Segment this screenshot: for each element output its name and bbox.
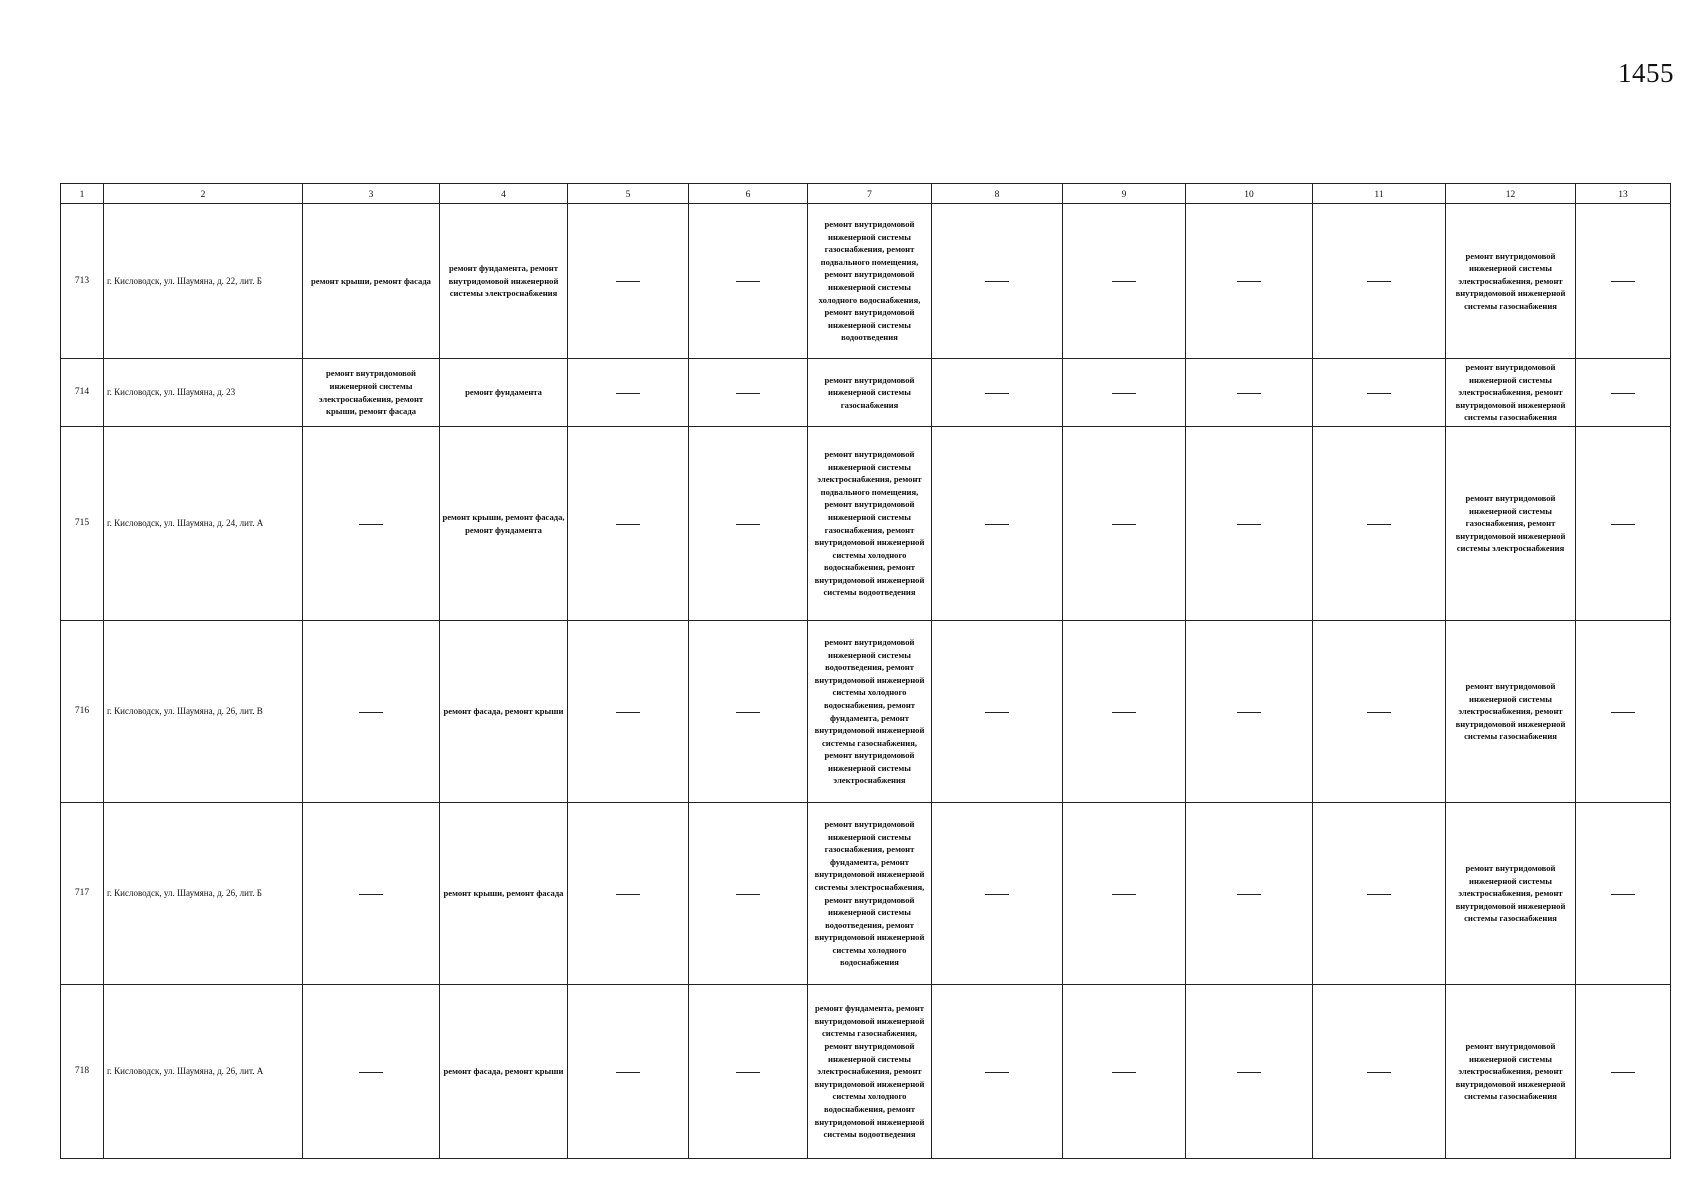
empty-cell-dash	[1237, 712, 1261, 713]
empty-cell-dash	[1367, 712, 1391, 713]
row-col6	[689, 359, 808, 427]
row-address: г. Кисловодск, ул. Шаумяна, д. 22, лит. Б	[104, 204, 303, 359]
row-number: 717	[61, 803, 104, 985]
row-col11	[1313, 803, 1446, 985]
row-col10	[1186, 427, 1313, 621]
row-col5	[568, 359, 689, 427]
empty-cell-dash	[736, 1072, 760, 1073]
row-number: 718	[61, 985, 104, 1159]
row-col10	[1186, 803, 1313, 985]
empty-cell-dash	[1367, 281, 1391, 282]
row-address: г. Кисловодск, ул. Шаумяна, д. 26, лит. В	[104, 621, 303, 803]
row-col8	[932, 621, 1063, 803]
table-row	[61, 803, 1671, 985]
row-col5	[568, 427, 689, 621]
empty-cell-dash	[1237, 524, 1261, 525]
table-row	[61, 204, 1671, 359]
row-col3	[303, 621, 440, 803]
row-number: 715	[61, 427, 104, 621]
row-address: г. Кисловодск, ул. Шаумяна, д. 23	[104, 359, 303, 427]
row-address: г. Кисловодск, ул. Шаумяна, д. 24, лит. А	[104, 427, 303, 621]
repair-register-table	[60, 183, 1671, 1159]
column-header: 3	[303, 184, 440, 204]
column-header: 1	[61, 184, 104, 204]
column-header: 9	[1063, 184, 1186, 204]
row-col5	[568, 803, 689, 985]
empty-cell-dash	[1237, 1072, 1261, 1073]
row-address: г. Кисловодск, ул. Шаумяна, д. 26, лит. Б	[104, 803, 303, 985]
row-col10	[1186, 985, 1313, 1159]
table-row	[61, 621, 1671, 803]
row-col10	[1186, 621, 1313, 803]
empty-cell-dash	[736, 281, 760, 282]
row-col12: ремонт внутридомовой инженерной системы электроснабжения, ремонт внутридомовой инженерной системы газоснабжения	[1446, 803, 1576, 985]
column-header: 8	[932, 184, 1063, 204]
row-col13	[1576, 803, 1671, 985]
row-col9	[1063, 985, 1186, 1159]
row-col4: ремонт фасада, ремонт крыши	[440, 985, 568, 1159]
empty-cell-dash	[1367, 393, 1391, 394]
row-col6	[689, 427, 808, 621]
row-col3	[303, 427, 440, 621]
row-number: 713	[61, 204, 104, 359]
column-header: 13	[1576, 184, 1671, 204]
row-col8	[932, 985, 1063, 1159]
empty-cell-dash	[1112, 894, 1136, 895]
empty-cell-dash	[1611, 281, 1635, 282]
empty-cell-dash	[359, 894, 383, 895]
empty-cell-dash	[1237, 393, 1261, 394]
row-col12: ремонт внутридомовой инженерной системы газоснабжения, ремонт внутридомовой инженерной системы электроснабжения	[1446, 427, 1576, 621]
row-col7: ремонт внутридомовой инженерной системы электроснабжения, ремонт подвального помещения, ремонт внутридомовой инженерной системы газоснабжения, ремонт внутридомовой инженерной системы холодного водоснабжения, ремонт внутридомовой инженерной системы водоотведения	[808, 427, 932, 621]
row-col6	[689, 985, 808, 1159]
empty-cell-dash	[359, 712, 383, 713]
row-col4: ремонт фундамента	[440, 359, 568, 427]
empty-cell-dash	[1112, 1072, 1136, 1073]
row-col12: ремонт внутридомовой инженерной системы электроснабжения, ремонт внутридомовой инженерной системы газоснабжения	[1446, 985, 1576, 1159]
row-col5	[568, 985, 689, 1159]
empty-cell-dash	[616, 894, 640, 895]
row-col7: ремонт внутридомовой инженерной системы водоотведения, ремонт внутридомовой инженерной системы холодного водоснабжения, ремонт фундамента, ремонт внутридомовой инженерной системы газоснабжения, ремонт внутридомовой инженерной системы электроснабжения	[808, 621, 932, 803]
empty-cell-dash	[985, 1072, 1009, 1073]
page-number: 1455	[1618, 58, 1674, 88]
empty-cell-dash	[985, 281, 1009, 282]
row-col12: ремонт внутридомовой инженерной системы электроснабжения, ремонт внутридомовой инженерной системы газоснабжения	[1446, 621, 1576, 803]
empty-cell-dash	[1611, 1072, 1635, 1073]
column-number-header	[61, 184, 1671, 204]
empty-cell-dash	[616, 524, 640, 525]
row-col10	[1186, 359, 1313, 427]
row-col8	[932, 427, 1063, 621]
column-header: 10	[1186, 184, 1313, 204]
row-col6	[689, 803, 808, 985]
empty-cell-dash	[736, 712, 760, 713]
row-col6	[689, 204, 808, 359]
row-col8	[932, 204, 1063, 359]
row-col8	[932, 359, 1063, 427]
row-col3	[303, 803, 440, 985]
row-col9	[1063, 427, 1186, 621]
row-col9	[1063, 204, 1186, 359]
row-col4: ремонт крыши, ремонт фасада, ремонт фундамента	[440, 427, 568, 621]
row-col5	[568, 621, 689, 803]
row-col5	[568, 204, 689, 359]
empty-cell-dash	[1367, 1072, 1391, 1073]
column-header: 6	[689, 184, 808, 204]
column-header: 5	[568, 184, 689, 204]
table-row	[61, 985, 1671, 1159]
empty-cell-dash	[1112, 712, 1136, 713]
row-col12: ремонт внутридомовой инженерной системы электроснабжения, ремонт внутридомовой инженерной системы газоснабжения	[1446, 204, 1576, 359]
empty-cell-dash	[736, 524, 760, 525]
empty-cell-dash	[985, 894, 1009, 895]
column-header: 7	[808, 184, 932, 204]
table-row	[61, 427, 1671, 621]
empty-cell-dash	[1237, 894, 1261, 895]
empty-cell-dash	[616, 281, 640, 282]
empty-cell-dash	[736, 393, 760, 394]
empty-cell-dash	[616, 712, 640, 713]
empty-cell-dash	[1367, 524, 1391, 525]
row-col4: ремонт крыши, ремонт фасада	[440, 803, 568, 985]
row-col3	[303, 985, 440, 1159]
empty-cell-dash	[1611, 393, 1635, 394]
row-col13	[1576, 204, 1671, 359]
row-col13	[1576, 427, 1671, 621]
empty-cell-dash	[1367, 894, 1391, 895]
empty-cell-dash	[985, 712, 1009, 713]
empty-cell-dash	[616, 393, 640, 394]
row-col11	[1313, 985, 1446, 1159]
row-number: 714	[61, 359, 104, 427]
row-col9	[1063, 803, 1186, 985]
row-address: г. Кисловодск, ул. Шаумяна, д. 26, лит. А	[104, 985, 303, 1159]
row-col13	[1576, 359, 1671, 427]
empty-cell-dash	[985, 393, 1009, 394]
row-col13	[1576, 621, 1671, 803]
empty-cell-dash	[1237, 281, 1261, 282]
row-col9	[1063, 621, 1186, 803]
empty-cell-dash	[985, 524, 1009, 525]
empty-cell-dash	[1112, 281, 1136, 282]
empty-cell-dash	[1611, 712, 1635, 713]
row-col11	[1313, 359, 1446, 427]
row-col10	[1186, 204, 1313, 359]
row-col9	[1063, 359, 1186, 427]
row-col7: ремонт внутридомовой инженерной системы газоснабжения, ремонт фундамента, ремонт внутридомовой инженерной системы электроснабжения, ремонт внутридомовой инженерной системы водоотведения, ремонт внутридомовой инженерной системы холодного водоснабжения	[808, 803, 932, 985]
row-col11	[1313, 427, 1446, 621]
row-col4: ремонт фасада, ремонт крыши	[440, 621, 568, 803]
table-row	[61, 359, 1671, 427]
row-col7: ремонт внутридомовой инженерной системы газоснабжения	[808, 359, 932, 427]
row-col12: ремонт внутридомовой инженерной системы электроснабжения, ремонт внутридомовой инженерной системы газоснабжения	[1446, 359, 1576, 427]
empty-cell-dash	[1611, 894, 1635, 895]
empty-cell-dash	[1611, 524, 1635, 525]
column-header: 2	[104, 184, 303, 204]
empty-cell-dash	[736, 894, 760, 895]
empty-cell-dash	[1112, 393, 1136, 394]
column-header: 12	[1446, 184, 1576, 204]
row-col13	[1576, 985, 1671, 1159]
row-col3: ремонт крыши, ремонт фасада	[303, 204, 440, 359]
row-col6	[689, 621, 808, 803]
empty-cell-dash	[1112, 524, 1136, 525]
row-col7: ремонт фундамента, ремонт внутридомовой инженерной системы газоснабжения, ремонт внутридомовой инженерной системы электроснабжения, ремонт внутридомовой инженерной системы холодного водоснабжения, ремонт внутридомовой инженерной системы водоотведения	[808, 985, 932, 1159]
row-number: 716	[61, 621, 104, 803]
row-col7: ремонт внутридомовой инженерной системы газоснабжения, ремонт подвального помещения, ремонт внутридомовой инженерной системы холодного водоснабжения, ремонт внутридомовой инженерной системы водоотведения	[808, 204, 932, 359]
row-col3: ремонт внутридомовой инженерной системы электроснабжения, ремонт крыши, ремонт фасада	[303, 359, 440, 427]
empty-cell-dash	[359, 524, 383, 525]
column-header: 11	[1313, 184, 1446, 204]
row-col11	[1313, 621, 1446, 803]
row-col11	[1313, 204, 1446, 359]
empty-cell-dash	[616, 1072, 640, 1073]
empty-cell-dash	[359, 1072, 383, 1073]
row-col4: ремонт фундамента, ремонт внутридомовой инженерной системы электроснабжения	[440, 204, 568, 359]
column-header: 4	[440, 184, 568, 204]
row-col8	[932, 803, 1063, 985]
